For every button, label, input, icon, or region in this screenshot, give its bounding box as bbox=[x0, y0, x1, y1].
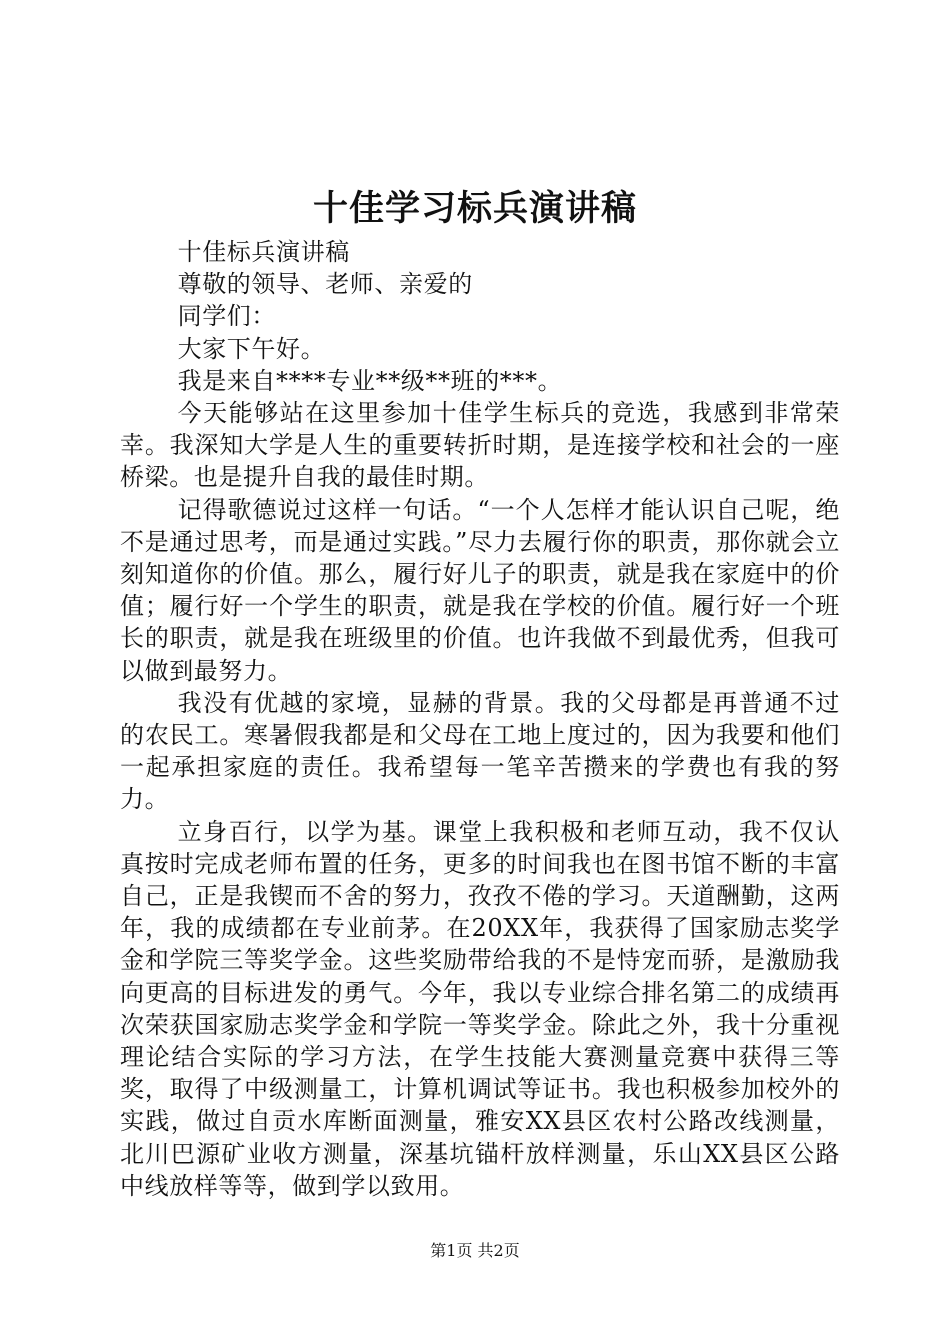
paragraph-salutation-cont: 同学们： bbox=[177, 302, 276, 331]
page-footer: 第1页 共2页 bbox=[430, 1241, 520, 1260]
paragraph-introduction: 我是来自****专业**级**班的***。 bbox=[177, 366, 563, 395]
paragraph-salutation: 尊敬的领导、老师、亲爱的 bbox=[177, 270, 473, 299]
paragraph-goethe-quote: 记得歌德说过这样一句话。“一个人怎样才能认识自己呢，绝不是通过思考，而是通过实践。”尽力去履行你的职责，那你就会立刻知道你的价值。那么，履行好儿子的职责，就是我在家庭中的价值；履行好一个学生的职责，就是我在学校的价值。履行好一个班长的职责，就是我在班级里的价值。也许我做不到最优秀，但我可以做到最努力。 bbox=[120, 495, 840, 685]
document-body bbox=[120, 236, 840, 1202]
paragraph-greeting: 大家下午好。 bbox=[177, 334, 326, 363]
paragraph-opening: 今天能够站在这里参加十佳学生标兵的竞选，我感到非常荣幸。我深知大学是人生的重要转折时期，是连接学校和社会的一座桥梁。也是提升自我的最佳时期。 bbox=[120, 399, 840, 492]
document-title: 十佳学习标兵演讲稿 bbox=[312, 188, 637, 229]
paragraph-achievements: 立身百行，以学为基。课堂上我积极和老师互动，我不仅认真按时完成老师布置的任务，更多的时间我也在图书馆不断的丰富自己，正是我锲而不舍的努力，孜孜不倦的学习。天道酬勤，这两年，我的成绩都在专业前茅。在20XX年，我获得了国家励志奖学金和学院三等奖学金。这些奖励带给我的不是恃宠而骄，是激励我向更高的目标进发的勇气。今年，我以专业综合排名第二的成绩再次荣获国家励志奖学金和学院一等奖学金。除此之外，我十分重视理论结合实际的学习方法，在学生技能大赛测量竞赛中获得三等奖，取得了中级测量工，计算机调试等证书。我也积极参加校外的实践，做过自贡水库断面测量，雅安XX县区农村公路改线测量，北川巴源矿业收方测量，深基坑锚杆放样测量，乐山XX县区公路中线放样等等，做到学以致用。 bbox=[120, 817, 840, 1200]
paragraph-heading: 十佳标兵演讲稿 bbox=[177, 238, 350, 266]
paragraph-family-background: 我没有优越的家境，显赫的背景。我的父母都是再普通不过的农民工。寒暑假我都是和父母在工地上度过的，因为我要和他们一起承担家庭的责任。我希望每一笔辛苦攒来的学费也有我的努力。 bbox=[120, 688, 840, 814]
